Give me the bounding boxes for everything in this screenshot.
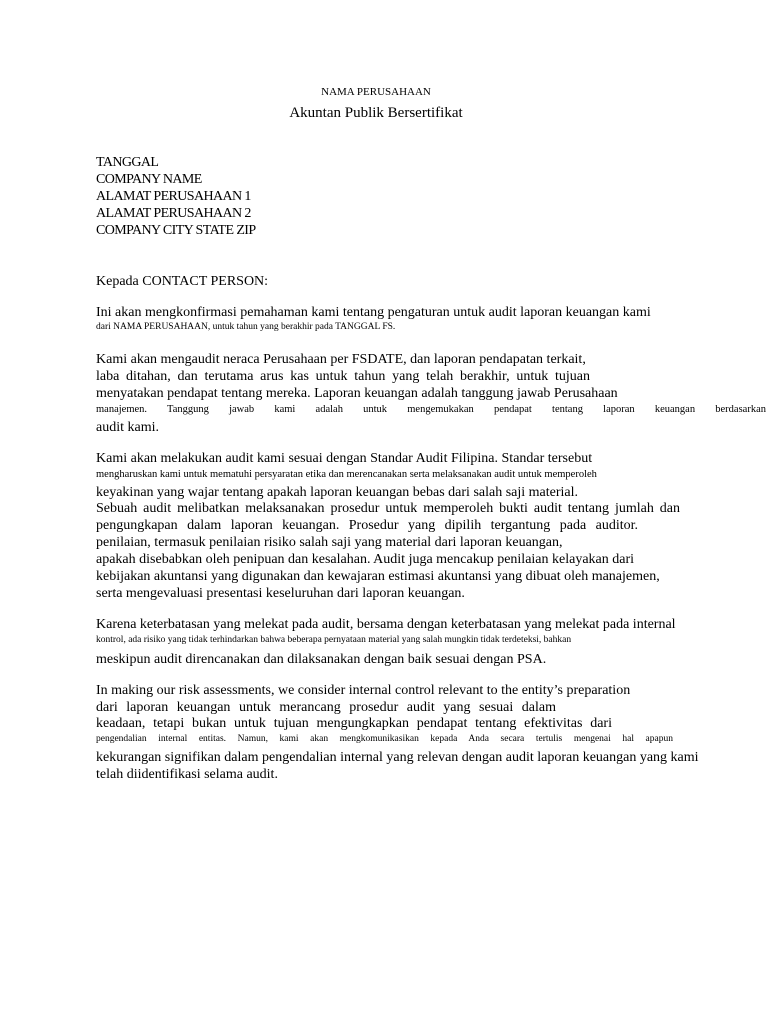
- paragraph-5-line: telah diidentifikasi selama audit.: [96, 767, 278, 782]
- paragraph-5-line: In making our risk assessments, we consider internal control relevant to the entity’s preparation: [96, 683, 631, 698]
- paragraph-4-line: kontrol, ada risiko yang tidak terhindarkan bahwa beberapa pernyataan material yang salah mungkin tidak terdeteksi, bahkan: [96, 635, 572, 645]
- paragraph-2-line: laba ditahan, dan terutama arus kas untuk tahun yang telah berakhir, untuk tujuan: [96, 369, 590, 384]
- paragraph-3-line: Sebuah audit melibatkan melaksanakan prosedur untuk memperoleh bukti audit tentang jumlah dan: [96, 501, 680, 516]
- date-line: TANGGAL: [96, 155, 159, 170]
- paragraph-5-line: pengendalian internal entitas. Namun, kami akan mengkomunikasikan kepada Anda secara tertulis mengenai hal apapun: [96, 734, 673, 744]
- paragraph-5-line: dari laporan keuangan untuk merancang prosedur audit yang sesuai dalam: [96, 700, 556, 715]
- paragraph-5-line: keadaan, tetapi bukan untuk tujuan mengungkapkan pendapat tentang efektivitas dari: [96, 716, 612, 731]
- paragraph-4-line: meskipun audit direncanakan dan dilaksanakan dengan baik sesuai dengan PSA.: [96, 652, 547, 667]
- paragraph-2-line: Kami akan mengaudit neraca Perusahaan per FSDATE, dan laporan pendapatan terkait,: [96, 352, 586, 367]
- paragraph-3-line: serta mengevaluasi presentasi keseluruhan dari laporan keuangan.: [96, 586, 465, 601]
- recipient-address-1: ALAMAT PERUSAHAAN 1: [96, 189, 251, 204]
- paragraph-2-line: menyatakan pendapat tentang mereka. Laporan keuangan adalah tanggung jawab Perusahaan: [96, 386, 618, 401]
- paragraph-3-line: pengungkapan dalam laporan keuangan. Prosedur yang dipilih tergantung pada auditor.: [96, 518, 638, 533]
- paragraph-3-line: mengharuskan kami untuk mematuhi persyaratan etika dan merencanakan serta melaksanakan audit untuk memperoleh: [96, 469, 597, 480]
- paragraph-1-line: Ini akan mengkonfirmasi pemahaman kami tentang pengaturan untuk audit laporan keuangan kami: [96, 305, 651, 320]
- company-name-header: NAMA PERUSAHAAN: [321, 86, 431, 98]
- recipient-address-2: ALAMAT PERUSAHAAN 2: [96, 206, 251, 221]
- recipient-company-name: COMPANY NAME: [96, 172, 202, 187]
- paragraph-5-line: kekurangan signifikan dalam pengendalian internal yang relevan dengan audit laporan keuangan yang kami: [96, 750, 699, 765]
- recipient-city-state-zip: COMPANY CITY STATE ZIP: [96, 223, 256, 238]
- paragraph-3-line: penilaian, termasuk penilaian risiko salah saji yang material dari laporan keuangan,: [96, 535, 563, 550]
- paragraph-4-line: Karena keterbatasan yang melekat pada audit, bersama dengan keterbatasan yang melekat pada internal: [96, 617, 676, 632]
- salutation: Kepada CONTACT PERSON:: [96, 274, 269, 289]
- firm-subtitle: Akuntan Publik Bersertifikat: [289, 105, 463, 121]
- paragraph-2-line: audit kami.: [96, 420, 159, 435]
- paragraph-1-line: dari NAMA PERUSAHAAN, untuk tahun yang berakhir pada TANGGAL FS.: [96, 322, 396, 332]
- paragraph-3-line: Kami akan melakukan audit kami sesuai dengan Standar Audit Filipina. Standar tersebut: [96, 451, 593, 466]
- paragraph-2-line: manajemen. Tanggung jawab kami adalah untuk mengemukakan pendapat tentang laporan keuangan berdasarkan: [96, 404, 766, 415]
- paragraph-3-line: apakah disebabkan oleh penipuan dan kesalahan. Audit juga mencakup penilaian kelayakan dari: [96, 552, 635, 567]
- paragraph-3-line: keyakinan yang wajar tentang apakah laporan keuangan bebas dari salah saji material.: [96, 485, 579, 500]
- paragraph-3-line: kebijakan akuntansi yang digunakan dan kewajaran estimasi akuntansi yang dibuat oleh manajemen,: [96, 569, 660, 584]
